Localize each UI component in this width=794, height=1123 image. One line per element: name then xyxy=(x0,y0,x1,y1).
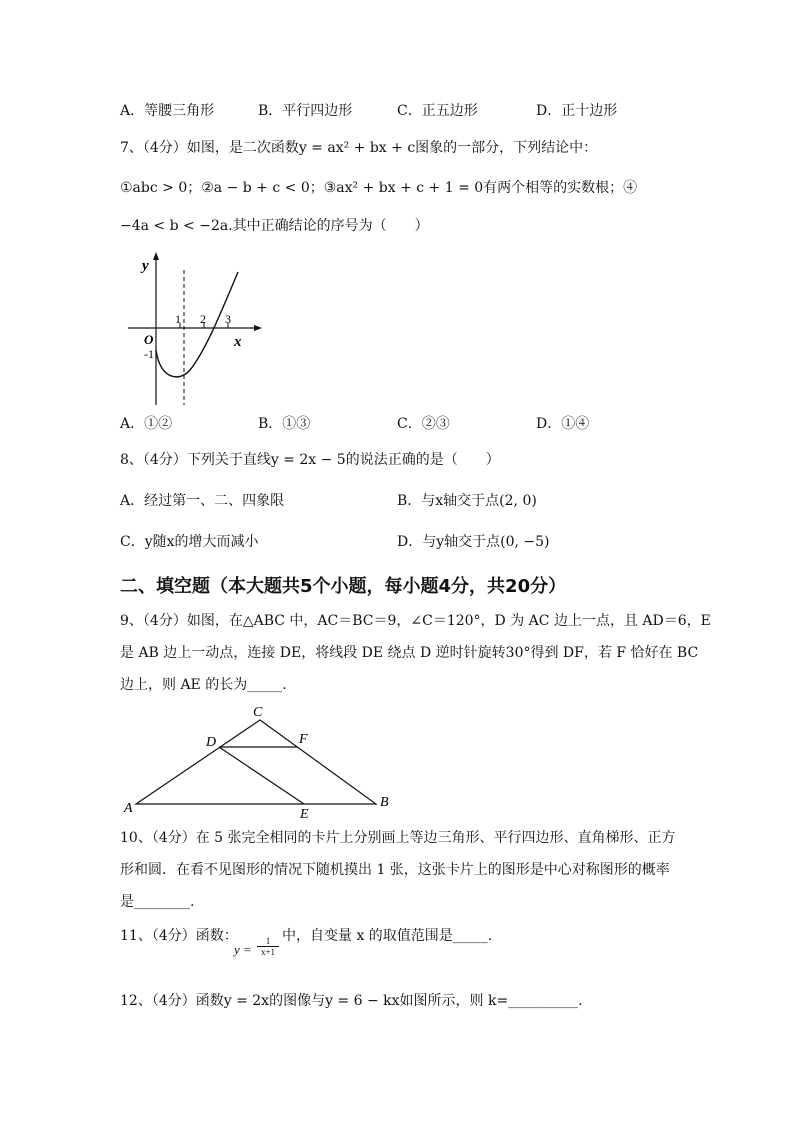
q10-line-1: 10、（4分）在 5 张完全相同的卡片上分别画上等边三角形、平行四边形、直角梯形、正方 xyxy=(120,830,676,846)
label-e: E xyxy=(300,807,309,822)
q12-stem: 12、（4分）函数y = 2x的图像与y = 6 − kx如图所示，则 k=__________. xyxy=(120,993,583,1009)
q7-option-b: B．①③ xyxy=(258,416,311,432)
triangle-abc xyxy=(136,720,376,804)
q6-option-c: C．正五边形 xyxy=(397,103,478,119)
q10-line-2: 形和圆．在看不见图形的情况下随机摸出 1 张，这张卡片上的图形是中心对称图形的概率 xyxy=(120,862,670,878)
q11-fraction xyxy=(257,936,279,958)
label-f: F xyxy=(299,732,308,747)
q7-parabola-graph xyxy=(122,250,262,410)
q6-option-d: D．正十边形 xyxy=(536,103,618,119)
q7-question: −4a < b < −2a.其中正确结论的序号为（ ） xyxy=(120,218,429,234)
q8-option-a: A．经过第一、二、四象限 xyxy=(120,493,285,509)
q8-option-d: D．与y轴交于点(0, −5) xyxy=(397,534,550,550)
q8-option-c: C．y随x的增大而减小 xyxy=(120,534,259,550)
label-b: B xyxy=(380,795,389,810)
q11-y-equals: y = xyxy=(234,942,252,957)
q7-statements: ①abc > 0；②a − b + c < 0；③ax² + bx + c + 1 = 0有两个相等的实数根；④ xyxy=(120,180,638,196)
q8-option-b: B．与x轴交于点(2, 0) xyxy=(397,493,537,509)
q7-option-c: C．②③ xyxy=(397,416,450,432)
q11-prefix: 11、（4分）函数： xyxy=(120,928,238,944)
y-axis-label: y xyxy=(142,258,149,274)
segment-de xyxy=(219,747,304,804)
label-a: A xyxy=(124,801,133,816)
label-c: C xyxy=(253,705,263,720)
q8-stem: 8、（4分）下列关于直线y = 2x − 5的说法正确的是（ ） xyxy=(120,452,500,468)
x-axis-arrow xyxy=(254,325,262,331)
q7-option-a: A．①② xyxy=(120,416,173,432)
origin-label: O xyxy=(144,332,154,347)
q11-denominator: x+1 xyxy=(260,947,276,957)
q9-line-1: 9、（4分）如图，在△ABC 中，AC＝BC＝9，∠C＝120°，D 为 AC 边上一点，且 AD＝6，E xyxy=(120,613,711,629)
tick-label-minus-1: -1 xyxy=(144,347,154,361)
label-d: D xyxy=(206,735,217,750)
q11-suffix: 中，自变量 x 的取值范围是_____. xyxy=(282,928,493,944)
tick-label-3: 3 xyxy=(225,312,231,326)
q6-option-a: A．等腰三角形 xyxy=(120,103,215,119)
section-header-fill-in: 二、填空题（本大题共5个小题，每小题4分，共20分） xyxy=(120,576,567,597)
q9-triangle-figure xyxy=(118,700,408,822)
q7-option-d: D．①④ xyxy=(536,416,590,432)
q7-stem: 7、（4分）如图，是二次函数y = ax² + bx + c图象的一部分，下列结论中： xyxy=(120,140,598,156)
q9-line-2: 是 AB 边上一动点，连接 DE，将线段 DE 绕点 D 逆时针旋转30°得到 DF，若 F 恰好在 BC xyxy=(120,645,699,661)
q10-line-3: 是________. xyxy=(120,894,195,910)
x-axis-label: x xyxy=(234,334,242,350)
q9-line-3: 边上，则 AE 的长为_____. xyxy=(120,677,287,693)
y-axis-arrow xyxy=(153,252,159,260)
q11-numerator: 1 xyxy=(265,936,271,946)
q6-option-b: B．平行四边形 xyxy=(258,103,353,119)
tick-label-1: 1 xyxy=(175,312,181,326)
tick-label-2: 2 xyxy=(200,312,206,326)
